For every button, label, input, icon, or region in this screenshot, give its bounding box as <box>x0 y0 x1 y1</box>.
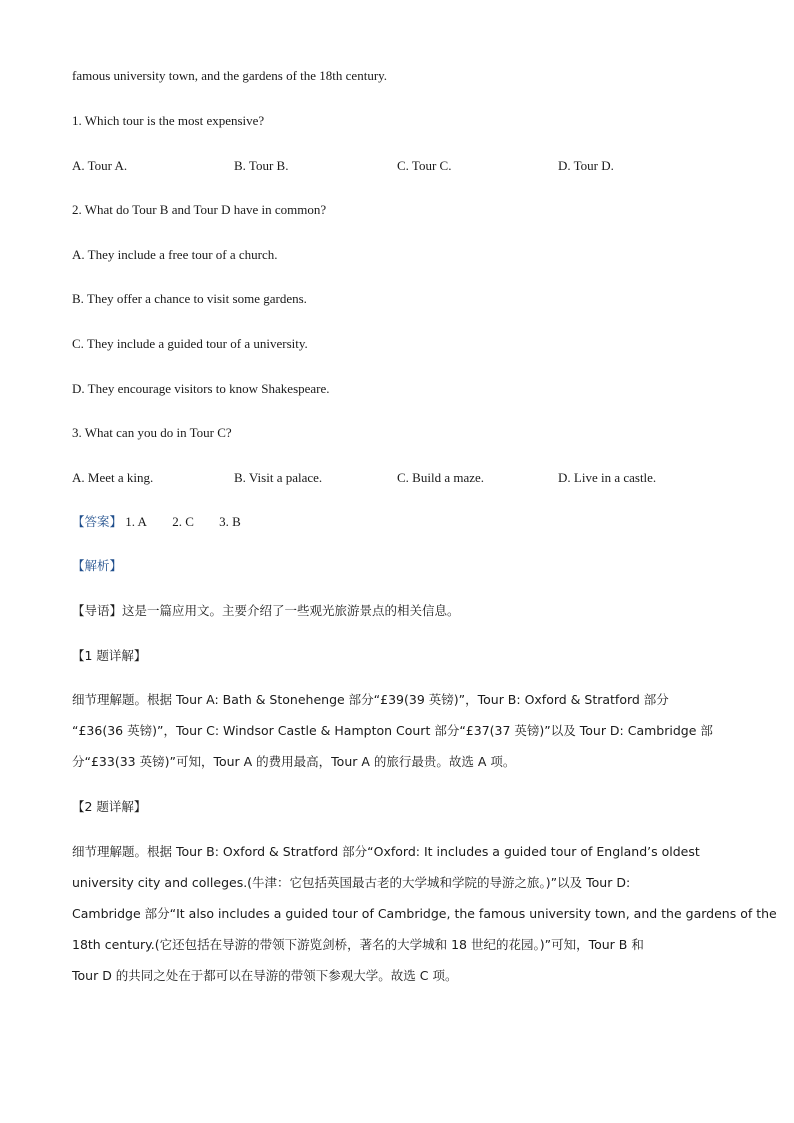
detail-2-label: 【2 题详解】 <box>72 799 147 814</box>
detail-1-line: 细节理解题。根据 Tour A: Bath & Stonehenge 部分“£39(39 英镑)”，Tour B: Oxford & Stratford 部分 <box>72 692 669 707</box>
question-1-options <box>72 157 722 175</box>
q2-option-d[interactable]: D. They encourage visitors to know Shakespeare. <box>72 381 330 396</box>
detail-1-line: “£36(36 英镑)”，Tour C: Windsor Castle & Hampton Court 部分“£37(37 英镑)”以及 Tour D: Cambridge 部 <box>72 723 713 738</box>
answer-line <box>72 513 241 531</box>
question-1-stem: 1. Which tour is the most expensive? <box>72 113 265 128</box>
q2-option-b[interactable]: B. They offer a chance to visit some gardens. <box>72 291 307 306</box>
detail-2-line: 细节理解题。根据 Tour B: Oxford & Stratford 部分“Oxford: It includes a guided tour of England’s oldest <box>72 844 700 859</box>
q3-option-d[interactable]: D. Live in a castle. <box>558 470 657 485</box>
analysis-label: 【解析】 <box>72 558 123 573</box>
detail-1-line: 分“£33(33 英镑)”可知，Tour A 的费用最高，Tour A 的旅行最贵。故选 A 项。 <box>72 754 516 769</box>
q2-option-a[interactable]: A. They include a free tour of a church. <box>72 247 278 262</box>
detail-1-label: 【1 题详解】 <box>72 648 147 663</box>
q1-option-c[interactable]: C. Tour C. <box>397 158 452 173</box>
answer-3: 3. B <box>219 514 241 529</box>
detail-2-line: Cambridge 部分“It also includes a guided tour of Cambridge, the famous university town, and the gardens of the <box>72 906 777 921</box>
guide-text: 这是一篇应用文。主要介绍了一些观光旅游景点的相关信息。 <box>122 603 460 618</box>
answer-1: 1. A <box>125 514 147 529</box>
q3-option-c[interactable]: C. Build a maze. <box>397 470 485 485</box>
detail-2-paragraph <box>72 836 777 991</box>
question-3-stem: 3. What can you do in Tour C? <box>72 425 232 440</box>
q3-option-b[interactable]: B. Visit a palace. <box>234 470 323 485</box>
q1-option-b[interactable]: B. Tour B. <box>234 158 289 173</box>
q1-option-a[interactable]: A. Tour A. <box>72 158 128 173</box>
question-2-stem: 2. What do Tour B and Tour D have in common? <box>72 202 327 217</box>
detail-2-line: Tour D 的共同之处在于都可以在导游的带领下参观大学。故选 C 项。 <box>72 968 458 983</box>
detail-2-line: 18th century.(它还包括在导游的带领下游览剑桥，著名的大学城和 18 世纪的花园。)”可知，Tour B 和 <box>72 937 644 952</box>
question-3-options <box>72 469 722 487</box>
answer-label: 【答案】 <box>72 514 123 529</box>
q1-option-d[interactable]: D. Tour D. <box>558 158 614 173</box>
detail-1-paragraph <box>72 684 722 777</box>
intro-continuation: famous university town, and the gardens of the 18th century. <box>72 68 388 83</box>
detail-2-line: university city and colleges.(牛津：它包括英国最古老的大学城和学院的导游之旅。)”以及 Tour D: <box>72 875 631 890</box>
guide-line <box>72 602 460 620</box>
guide-label: 【导语】 <box>72 603 123 618</box>
q3-option-a[interactable]: A. Meet a king. <box>72 470 154 485</box>
q2-option-c[interactable]: C. They include a guided tour of a university. <box>72 336 308 351</box>
answer-2: 2. C <box>172 514 194 529</box>
